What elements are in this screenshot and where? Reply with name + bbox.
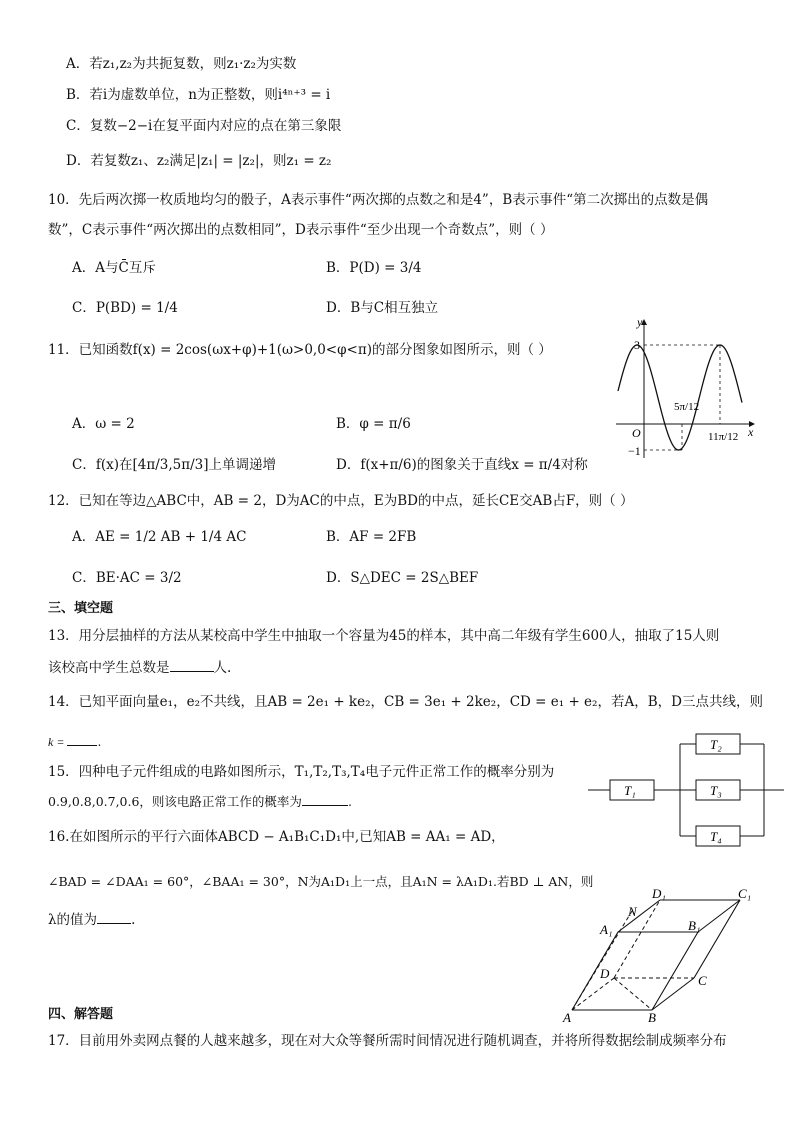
q11-option-c: C．f(x)在[4π/3,5π/3]上单调递增: [72, 457, 276, 473]
q13-answer-blank[interactable]: [170, 671, 214, 672]
q16-line3: [48, 910, 135, 930]
graph-x-label: x: [748, 425, 754, 439]
q11-stem: 11．已知函数f(x) = 2cos(ωx+φ)+1(ω>0,0<φ<π)的部分图象如图所示，则（ ）: [48, 342, 552, 358]
label-t4: T₄: [710, 829, 722, 844]
q16-line3-end: .: [131, 912, 136, 928]
q16-line3-text: λ的值为: [48, 912, 98, 928]
q15-line2: [48, 792, 352, 812]
graph-y-label: y: [637, 316, 643, 329]
q16-parallelepiped-figure: [560, 880, 760, 1025]
graph-y-min-label: −1: [628, 444, 641, 458]
q10-option-d: D．B与C相互独立: [326, 300, 439, 316]
q15-line2-end: .: [347, 794, 352, 809]
q14-answer-blank[interactable]: [67, 745, 97, 746]
label-b1: B₁: [688, 918, 701, 933]
q13-line2-end: 人.: [213, 660, 232, 676]
label-t2: T₂: [710, 737, 722, 752]
q9-option-c: C．复数−2−i在复平面内对应的点在第三象限: [66, 118, 342, 134]
label-d: D: [600, 966, 610, 981]
q10-stem-line2: 数”，C表示事件“两次掷出的点数相同”，D表示事件“至少出现一个奇数点”，则（ ）: [48, 222, 554, 238]
q13-line2: [48, 658, 231, 678]
graph-x-tick2-label: 11π/12: [708, 431, 739, 443]
graph-y-max-label: 3: [634, 338, 640, 352]
label-c: C: [698, 973, 707, 988]
q16-line2: ∠BAD = ∠DAA₁ = 60°，∠BAA₁ = 30°，N为A₁D₁上一点，且A₁N = λA₁D₁.若BD ⊥ AN，则: [48, 874, 594, 889]
q16-answer-blank[interactable]: [97, 923, 131, 924]
graph-origin-label: O: [632, 426, 641, 440]
q14-line2-end: .: [97, 735, 102, 749]
label-c1: C₁: [738, 886, 752, 901]
q15-answer-blank[interactable]: [302, 805, 348, 806]
q14-line1: 14．已知平面向量e₁，e₂不共线，且AB = 2e₁ + ke₂，CB = 3e₁ + 2ke₂，CD = e₁ + e₂，若A，B，D三点共线，则: [48, 694, 763, 710]
q9-option-b: B．若i为虚数单位，n为正整数，则i⁴ⁿ⁺³ = i: [66, 87, 331, 103]
q12-option-a: A．AE = 1/2 AB + 1/4 AC: [72, 529, 247, 545]
q12-option-c: C．BE·AC = 3/2: [72, 570, 182, 586]
section-fill-in-heading: 三、填空题: [48, 601, 114, 616]
graph-x-tick1-label: 5π/12: [674, 401, 700, 413]
label-t1: T₁: [624, 783, 636, 798]
q12-stem: 12．已知在等边△ABC中，AB = 2，D为AC的中点，E为BD的中点，延长CE交AB占F，则（ ）: [48, 493, 634, 509]
label-d1: D₁: [652, 886, 666, 901]
q15-line2-text: 0.9,0.8,0.7,0.6，则该电路正常工作的概率为: [48, 794, 302, 809]
q12-option-d: D．S△DEC = 2S△BEF: [326, 570, 479, 586]
q17-line1: 17．目前用外卖网点餐的人越来越多，现在对大众等餐所需时间情况进行随机调查，并将所得数据绘制成频率分布: [48, 1033, 727, 1049]
label-a: A: [563, 1010, 571, 1025]
q11-option-d: D．f(x+π/6)的图象关于直线x = π/4对称: [336, 457, 588, 473]
label-b: B: [648, 1010, 656, 1025]
q14-line2: [48, 732, 101, 752]
q13-line1: 13．用分层抽样的方法从某校高中学生中抽取一个容量为45的样本，其中高二年级有学生600人，抽取了15人则: [48, 628, 720, 644]
q15-circuit-diagram: [588, 730, 784, 850]
q9-option-a: A．若z₁,z₂为共扼复数，则z₁·z₂为实数: [66, 56, 297, 72]
q10-option-c: C．P(BD) = 1/4: [72, 300, 178, 316]
q13-line2-text: 该校高中学生总数是: [48, 660, 170, 676]
q12-option-b: B．AF = 2FB: [326, 529, 417, 545]
label-a1: A₁: [600, 922, 613, 937]
q15-line1: 15．四种电子元件组成的电路如图所示，T₁,T₂,T₃,T₄电子元件正常工作的概率分别为: [48, 764, 555, 780]
q11-option-a: A．ω = 2: [72, 416, 135, 432]
q14-line2-text: k =: [48, 735, 68, 749]
q10-stem-line1: 10．先后两次掷一枚质地均匀的骰子，A表示事件“两次掷的点数之和是4”，B表示事件“第二次掷出的点数是偶: [48, 192, 709, 208]
q10-option-b: B．P(D) = 3/4: [326, 260, 422, 276]
q16-line1: 16.在如图所示的平行六面体ABCD − A₁B₁C₁D₁中,已知AB = AA₁ = AD，: [48, 829, 505, 845]
label-n: N: [628, 904, 637, 919]
q10-option-a: A．A与C̄互斥: [72, 260, 156, 276]
q11-option-b: B．φ = π/6: [336, 416, 411, 432]
label-t3: T₃: [710, 783, 722, 798]
section-solution-heading: 四、解答题: [48, 1007, 114, 1022]
q11-cosine-graph: [608, 316, 758, 466]
q9-option-d: D．若复数z₁、z₂满足|z₁| = |z₂|，则z₁ = z₂: [66, 153, 332, 169]
